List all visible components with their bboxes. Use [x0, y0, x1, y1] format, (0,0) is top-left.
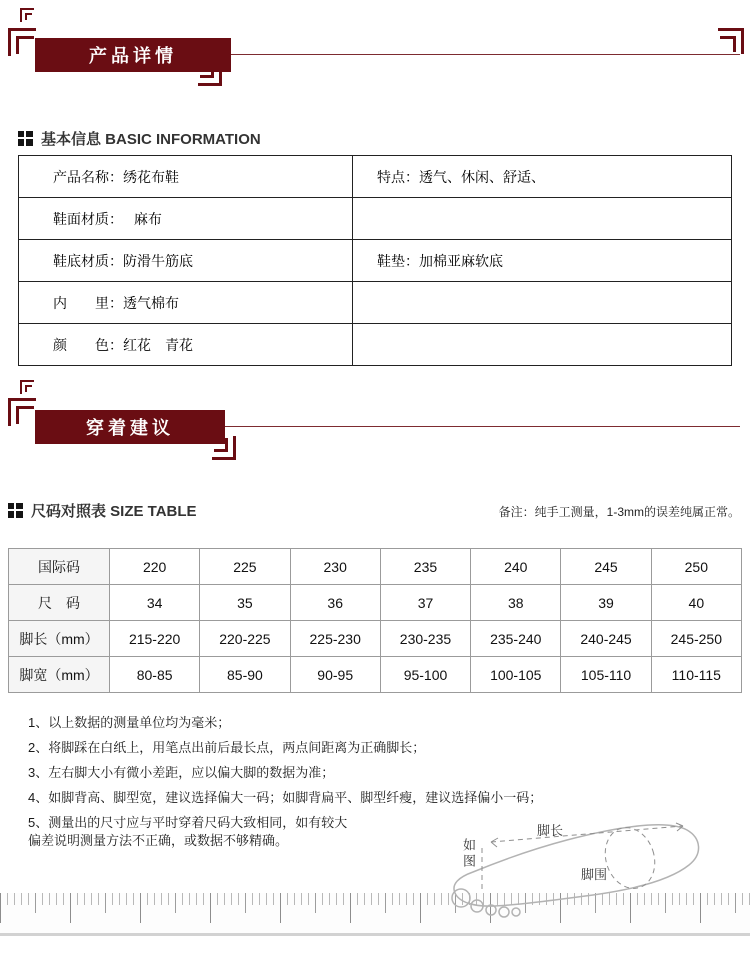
grid-plus-icon: [8, 503, 23, 518]
table-cell: 颜 色：红花 青花: [19, 324, 353, 365]
table-cell: 230: [290, 549, 380, 584]
row-header: 尺 码: [9, 585, 109, 620]
decorative-line: [231, 54, 740, 55]
foot-measure-diagram: [425, 778, 725, 923]
table-cell: 85-90: [199, 657, 289, 692]
size-table: [8, 548, 742, 693]
corner-ornament-icon: [8, 28, 36, 56]
corner-ornament-icon: [20, 8, 34, 22]
note-item: 1、以上数据的测量单位均为毫米；: [28, 715, 231, 730]
table-cell: 240-245: [560, 621, 650, 656]
banner-title: 穿着建议: [86, 418, 174, 438]
note-item: 2、将脚踩在白纸上，用笔点出前后最长点，两点间距离为正确脚长；: [28, 740, 426, 755]
table-cell: 90-95: [290, 657, 380, 692]
table-row: [19, 281, 731, 323]
corner-ornament-icon: [20, 380, 34, 394]
table-cell: 95-100: [380, 657, 470, 692]
note-item: 4、如脚背高、脚型宽，建议选择偏大一码；如脚背扁平、脚型纤瘦，建议选择偏小一码；: [28, 790, 543, 805]
table-row: [19, 156, 731, 197]
table-cell: 250: [651, 549, 741, 584]
size-table-header: [8, 500, 197, 521]
note-item: 3、左右脚大小有微小差距，应以偏大脚的数据为准；: [28, 765, 335, 780]
table-cell: 39: [560, 585, 650, 620]
table-cell: 鞋垫：加棉亚麻软底: [377, 252, 503, 269]
table-cell: 225-230: [290, 621, 380, 656]
table-cell: [353, 324, 731, 365]
table-cell: 215-220: [109, 621, 199, 656]
table-cell: 100-105: [470, 657, 560, 692]
table-row: [9, 549, 741, 584]
wear-advice-banner: [35, 410, 225, 444]
table-cell: 105-110: [560, 657, 650, 692]
table-cell: 110-115: [651, 657, 741, 692]
foot-girth-label: 脚围: [581, 867, 608, 882]
row-header: 脚长（mm）: [9, 621, 109, 656]
note-item: 5、测量出的尺寸应与平时穿着尺码大致相同，如有较大偏差说明测量方法不正确，或数据不够精确。: [28, 815, 348, 848]
table-row: [9, 620, 741, 656]
table-cell: 鞋面材质： 麻布: [19, 198, 353, 239]
row-header: 脚宽（mm）: [9, 657, 109, 692]
table-cell: 36: [290, 585, 380, 620]
table-row: [19, 239, 731, 281]
table-row: [19, 197, 731, 239]
table-cell: 特点：透气、休闲、舒适、: [377, 168, 545, 185]
table-cell: 220-225: [199, 621, 289, 656]
basic-info-header: [18, 128, 261, 149]
section-title: 基本信息 BASIC INFORMATION: [41, 131, 261, 148]
table-cell: 235-240: [470, 621, 560, 656]
table-cell: 240: [470, 549, 560, 584]
table-row: [9, 656, 741, 692]
decorative-line: [225, 426, 740, 427]
banner-title: 产品详情: [89, 46, 177, 66]
table-cell: 220: [109, 549, 199, 584]
grid-plus-icon: [18, 131, 33, 146]
table-cell: 80-85: [109, 657, 199, 692]
table-cell: 38: [470, 585, 560, 620]
table-cell: 40: [651, 585, 741, 620]
table-row: [19, 323, 731, 365]
basic-info-table: [18, 155, 732, 366]
foot-length-label: 脚长: [537, 823, 564, 838]
corner-ornament-icon: [718, 28, 744, 54]
as-shown-label: 如图: [461, 838, 476, 870]
table-cell: 245-250: [651, 621, 741, 656]
table-cell: 产品名称：绣花布鞋: [19, 156, 353, 197]
measurement-note: 备注：纯手工测量，1-3mm的误差纯属正常。: [498, 505, 740, 519]
table-cell: 230-235: [380, 621, 470, 656]
table-cell: 235: [380, 549, 470, 584]
table-cell: 225: [199, 549, 289, 584]
corner-ornament-icon: [8, 398, 36, 426]
row-header: 国际码: [9, 549, 109, 584]
table-cell: 35: [199, 585, 289, 620]
table-cell: 245: [560, 549, 650, 584]
table-cell: 鞋底材质：防滑牛筋底: [19, 240, 353, 281]
table-cell: [353, 282, 731, 323]
table-cell: 内 里：透气棉布: [19, 282, 353, 323]
table-cell: [353, 198, 731, 239]
section-title: 尺码对照表 SIZE TABLE: [31, 503, 197, 520]
product-detail-banner: [35, 38, 231, 72]
table-cell: 34: [109, 585, 199, 620]
table-cell: 37: [380, 585, 470, 620]
table-row: [9, 584, 741, 620]
